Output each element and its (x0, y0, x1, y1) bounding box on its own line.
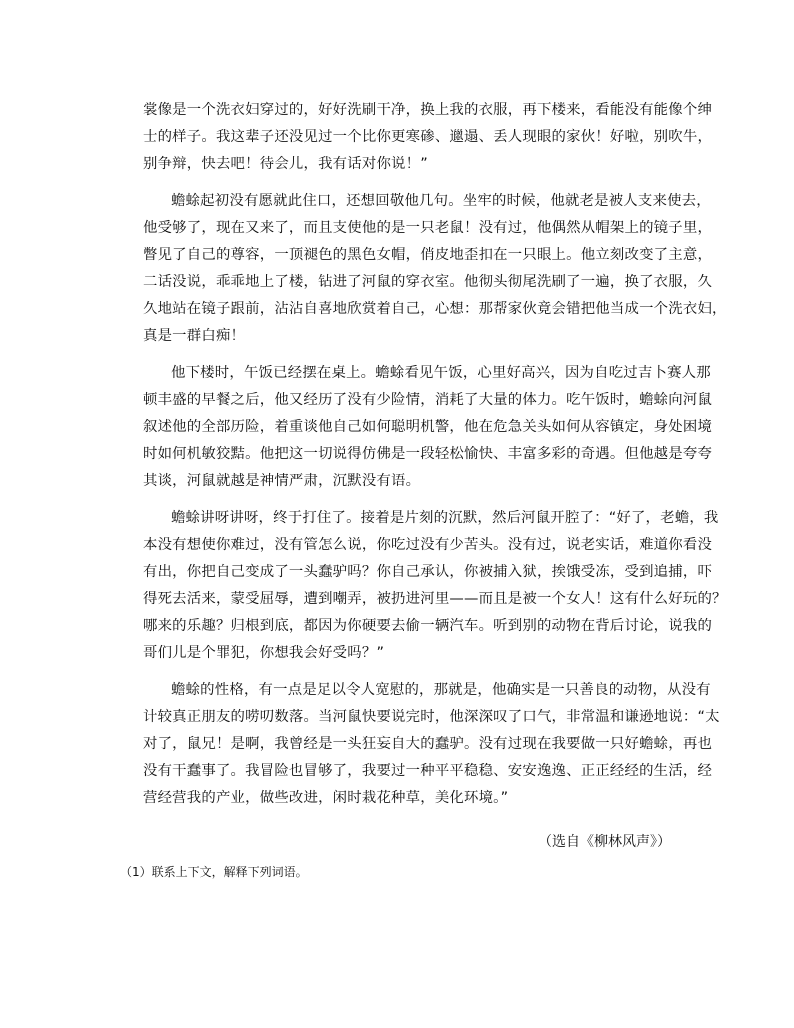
question-text: （1）联系上下文，解释下列词语。 (120, 865, 308, 879)
text-line: 裳像是一个洗衣妇穿过的，好好洗刷干净，换上我的衣服，再下楼来，看能没有能像个绅 (143, 102, 713, 118)
text-line: 他受够了，现在又来了，而且支使他的是一只老鼠！没有过，他偶然从帽架上的镜子里， (143, 220, 713, 236)
text-line: 真是一群白痴！ (143, 328, 246, 344)
text-line: 其谈，河鼠就越是神情严肃，沉默没有语。 (143, 473, 421, 489)
text-line: 别争辩，快去吧！待会儿，我有话对你说！” (143, 156, 428, 172)
text-line: 哪来的乐趣？归根到底，都因为你硬要去偷一辆汽车。听到别的动物在背后讨论，说我的 (143, 618, 713, 634)
text-line: 蟾蜍起初没有愿就此住口，还想回敬他几句。坐牢的时候，他就老是被人支来使去， (171, 193, 711, 209)
text-line: 蟾蜍讲呀讲呀，终于打住了。接着是片刻的沉默，然后河鼠开腔了：“好了，老蟾，我 (171, 510, 719, 526)
text-line: 得死去活来，蒙受屈辱，遭到嘲弄，被扔进河里——而且是被一个女人！这有什么好玩的？ (143, 591, 727, 607)
text-line: 叙述他的全部历险，着重谈他自己如何聪明机警，他在危急关头如何从容镇定，身处困境 (143, 419, 713, 435)
text-line: 蟾蜍的性格，有一点是足以令人宽慰的，那就是，他确实是一只善良的动物，从没有 (171, 682, 711, 698)
text-line: 计较真正朋友的唠叨数落。当河鼠快要说完时，他深深叹了口气，非常温和谦逊地说：“太 (143, 709, 720, 725)
text-line: 顿丰盛的早餐之后，他又经历了没有少险情，消耗了大量的体力。吃午饭时，蟾蜍向河鼠 (143, 392, 713, 408)
text-line: 营经营我的产业，做些改进，闲时栽花种草，美化环境。” (143, 790, 509, 806)
text-line: 时如何机敏狡黠。他把这一切说得仿佛是一段轻松愉快、丰富多彩的奇遇。但他越是夸夸 (143, 446, 713, 462)
text-line: 他下楼时，午饭已经摆在桌上。蟾蜍看见午饭，心里好高兴，因为自吃过吉卜赛人那 (171, 365, 711, 381)
text-line: 二话没说，乖乖地上了楼，钻进了河鼠的穿衣室。他彻头彻尾洗刷了一遍，换了衣服，久 (143, 274, 713, 290)
source-attribution: （选自《柳林风声》） (538, 834, 671, 850)
text-line: 瞥见了自己的尊容，一顶褪色的黑色女帽，俏皮地歪扣在一只眼上。他立刻改变了主意， (143, 247, 713, 263)
text-line: 没有干蠢事了。我冒险也冒够了，我要过一种平平稳稳、安安逸逸、正正经经的生活，经 (143, 763, 713, 779)
text-line: 哥们儿是个罪犯，你想我会好受吗？” (143, 645, 385, 661)
text-line: 本没有想使你难过，没有管怎么说，你吃过没有少苦头。没有过，说老实话，难道你看没 (143, 537, 713, 553)
text-line: 士的样子。我这辈子还没见过一个比你更寒碜、邋遢、丢人现眼的家伙！好啦，别吹牛， (143, 129, 713, 145)
text-line: 久地站在镜子跟前，沾沾自喜地欣赏着自己，心想：那帮家伙竟会错把他当成一个洗衣妇， (143, 301, 727, 317)
text-line: 有出，你把自己变成了一头蠢驴吗？你自己承认，你被捕入狱，挨饿受冻，受到追捕，吓 (143, 564, 713, 580)
text-line: 对了，鼠兄！是啊，我曾经是一头狂妄自大的蠢驴。没有过现在我要做一只好蟾蜍，再也 (143, 736, 713, 752)
